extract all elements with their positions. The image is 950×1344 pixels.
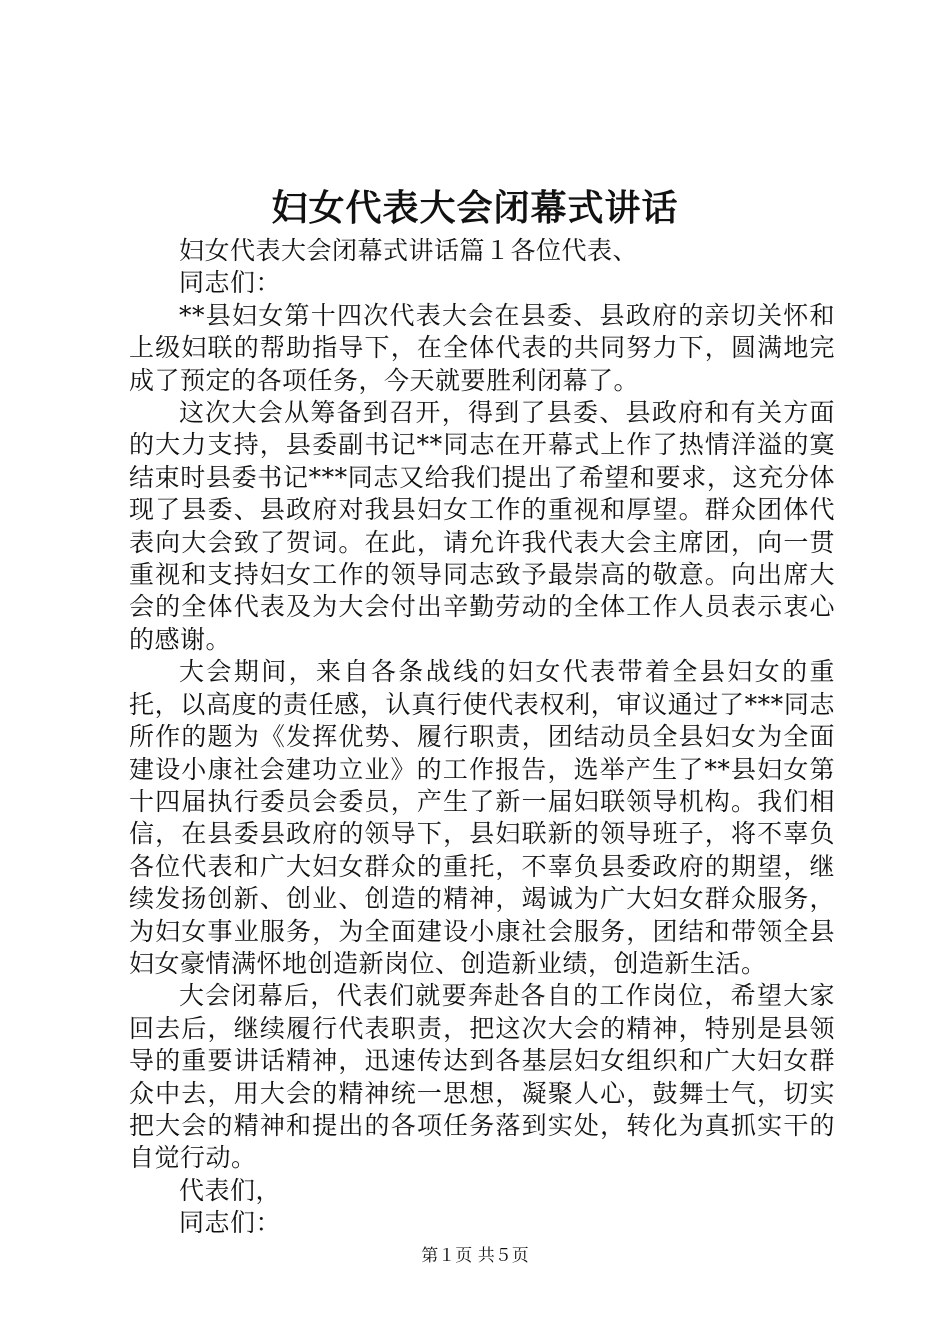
paragraph-thanks: 这次大会从筹备到召开，得到了县委、县政府和有关方面的大力支持，县委副书记**同志在开幕式上作了热情洋溢的寞结束时县委书记***同志又给我们提出了希望和要求，这充分体现了县委、县政府对我县妇女工作的重视和厚望。群众团体代表向大会致了贺词。在此，请允许我代表大会主席团，向一贯重视和支持妇女工作的领导同志致予最崇高的敬意。向出席大会的全体代表及为大会付出辛勤劳动的全体工作人员表示衷心的感谢。 [129, 398, 835, 654]
paragraph-address-comrades: 同志们： [179, 1208, 282, 1238]
paragraph-expectations: 大会闭幕后，代表们就要奔赴各自的工作岗位，希望大家回去后，继续履行代表职责，把这次大会的精神，特别是县领导的重要讲话精神，迅速传达到各基层妇女组织和广大妇女群众中去，用大会的精神统一思想，凝聚人心，鼓舞士气，切实把大会的精神和提出的各项任务落到实处，转化为真抓实干的自觉行动。 [129, 981, 835, 1173]
document-title: 妇女代表大会闭幕式讲话 [271, 187, 679, 229]
paragraph-greeting: 同志们： [179, 268, 282, 298]
page-number-footer: 第１页 共５页 [421, 1246, 529, 1266]
paragraph-intro: 妇女代表大会闭幕式讲话篇１各位代表、 [179, 236, 639, 265]
paragraph-meeting-summary: 大会期间，来自各条战线的妇女代表带着全县妇女的重托，以高度的责任感，认真行使代表权利，审议通过了***同志所作的题为《发挥优势、履行职责，团结动员全县妇女为全面建设小康社会建功立业》的工作报告，选举产生了**县妇女第十四届执行委员会委员，产生了新一届妇联领导机构。我们相信，在县委县政府的领导下，县妇联新的领导班子，将不辜负各位代表和广大妇女群众的重托，不辜负县委政府的期望，继续发扬创新、创业、创造的精神，竭诚为广大妇女群众服务，为妇女事业服务，为全面建设小康社会服务，团结和带领全县妇女豪情满怀地创造新岗位、创造新业绩，创造新生活。 [129, 657, 835, 978]
paragraph-address-delegates: 代表们， [179, 1175, 282, 1205]
paragraph-opening: **县妇女第十四次代表大会在县委、县政府的亲切关怀和上级妇联的帮助指导下，在全体代表的共同努力下，圆满地完成了预定的各项任务，今天就要胜利闭幕了。 [129, 300, 835, 395]
document-body [129, 235, 835, 1240]
